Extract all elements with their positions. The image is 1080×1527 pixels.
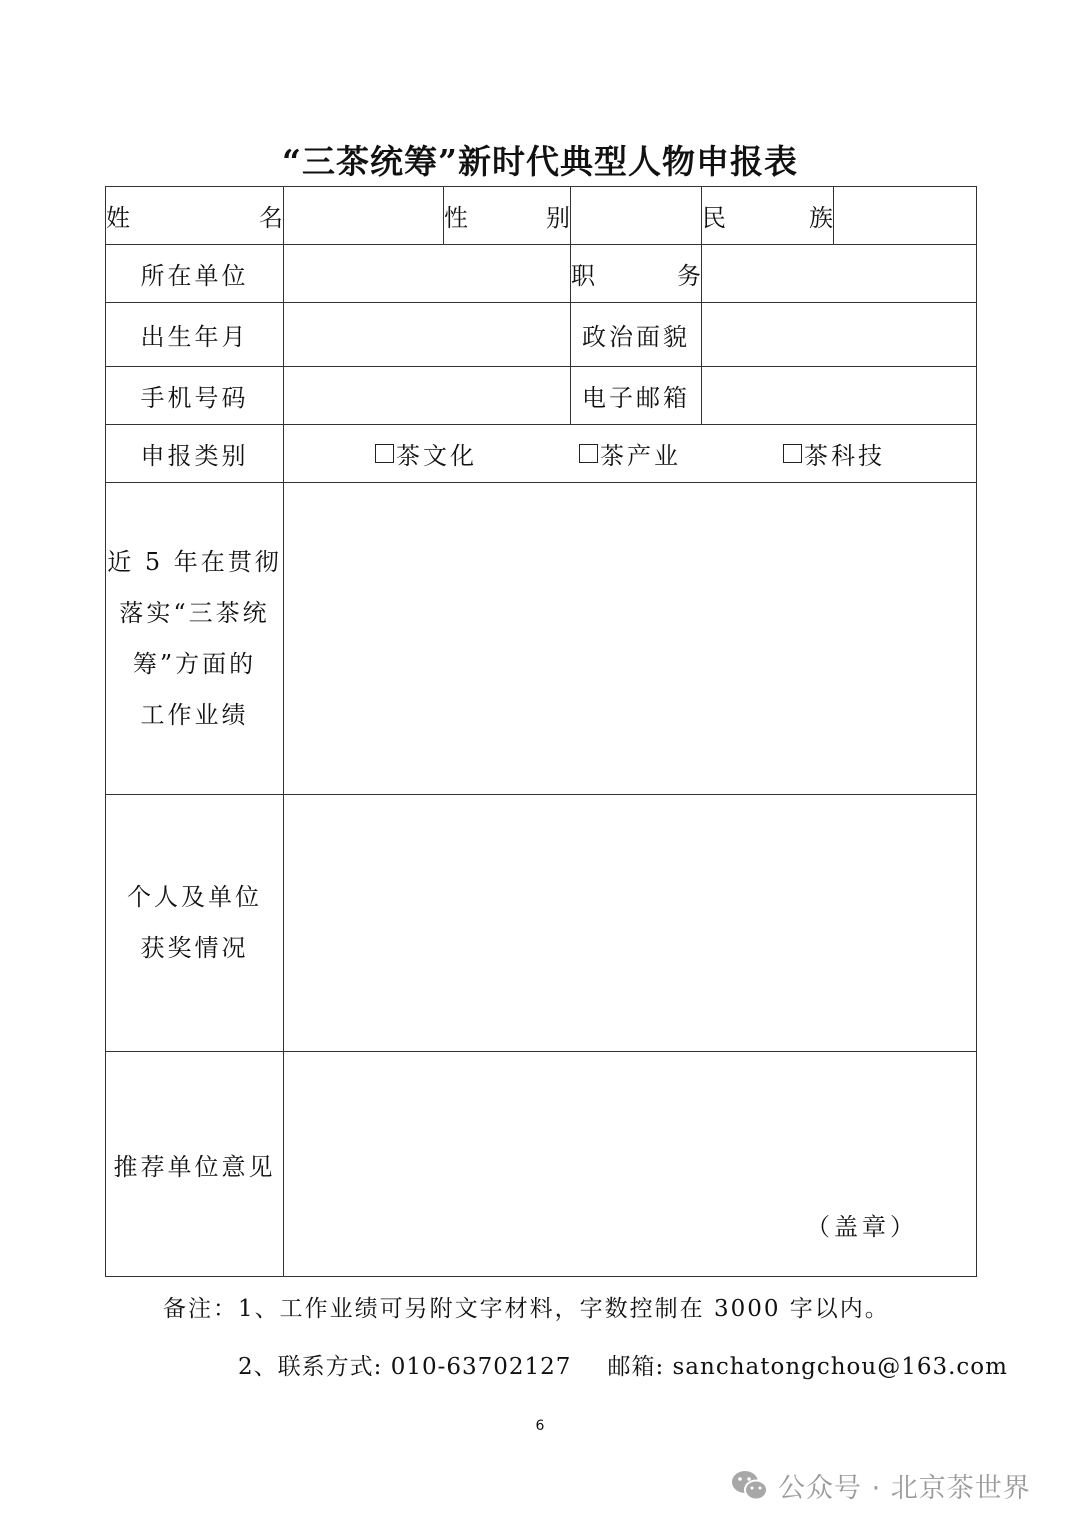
page-number: 6 xyxy=(535,1418,545,1434)
note-line-1: 备注：1、工作业绩可另附文字材料，字数控制在 3000 字以内。 xyxy=(163,1296,890,1322)
category-label: 申报类别 xyxy=(106,425,284,483)
note-line-2 xyxy=(238,1348,1008,1381)
row-category xyxy=(106,425,977,483)
category-options xyxy=(284,425,977,483)
application-form-table xyxy=(105,186,977,1277)
checkbox-icon[interactable] xyxy=(375,444,394,463)
category-option-culture[interactable]: 茶文化 xyxy=(375,436,477,471)
row-basic-info xyxy=(106,187,977,245)
checkbox-icon[interactable] xyxy=(783,444,802,463)
ethnicity-label: 民族 xyxy=(702,187,834,245)
birth-field[interactable] xyxy=(284,303,571,367)
email-label: 电子邮箱 xyxy=(571,367,702,425)
contact-phone: 2、联系方式: 010-63702127 xyxy=(238,1354,572,1380)
gender-label: 性别 xyxy=(444,187,571,245)
category-option-industry[interactable]: 茶产业 xyxy=(579,436,681,471)
email-field[interactable] xyxy=(702,367,977,425)
awards-label: 个人及单位 获奖情况 xyxy=(106,795,284,1052)
position-field[interactable] xyxy=(702,245,977,303)
birth-label: 出生年月 xyxy=(106,303,284,367)
phone-field[interactable] xyxy=(284,367,571,425)
employer-field[interactable] xyxy=(284,245,571,303)
row-birth xyxy=(106,303,977,367)
row-employer xyxy=(106,245,977,303)
employer-label: 所在单位 xyxy=(106,245,284,303)
row-awards xyxy=(106,795,977,1052)
watermark-text: 公众号 · 北京茶世界 xyxy=(778,1473,1031,1504)
political-field[interactable] xyxy=(702,303,977,367)
position-label: 职务 xyxy=(571,245,702,303)
checkbox-icon[interactable] xyxy=(579,444,598,463)
gender-field[interactable] xyxy=(571,187,702,245)
watermark xyxy=(730,1466,1031,1505)
row-achievements xyxy=(106,483,977,795)
achievements-label: 近 5 年在贯彻 落实“三茶统 筹”方面的 工作业绩 xyxy=(106,483,284,795)
form-title: “三茶统筹”新时代典型人物申报表 xyxy=(282,142,798,181)
row-contact xyxy=(106,367,977,425)
ethnicity-field[interactable] xyxy=(834,187,977,245)
achievements-field[interactable] xyxy=(284,483,977,795)
wechat-icon xyxy=(730,1469,770,1503)
phone-label: 手机号码 xyxy=(106,367,284,425)
contact-email: 邮箱: sanchatongchou@163.com xyxy=(607,1354,1008,1380)
row-recommendation xyxy=(106,1052,977,1277)
name-field[interactable] xyxy=(284,187,444,245)
awards-field[interactable] xyxy=(284,795,977,1052)
category-option-technology[interactable]: 茶科技 xyxy=(783,436,885,471)
recommend-field[interactable] xyxy=(284,1052,977,1277)
name-label: 姓名 xyxy=(106,187,284,245)
recommend-label: 推荐单位意见 xyxy=(106,1052,284,1277)
political-label: 政治面貌 xyxy=(571,303,702,367)
seal-note: （盖章） xyxy=(806,1212,918,1241)
